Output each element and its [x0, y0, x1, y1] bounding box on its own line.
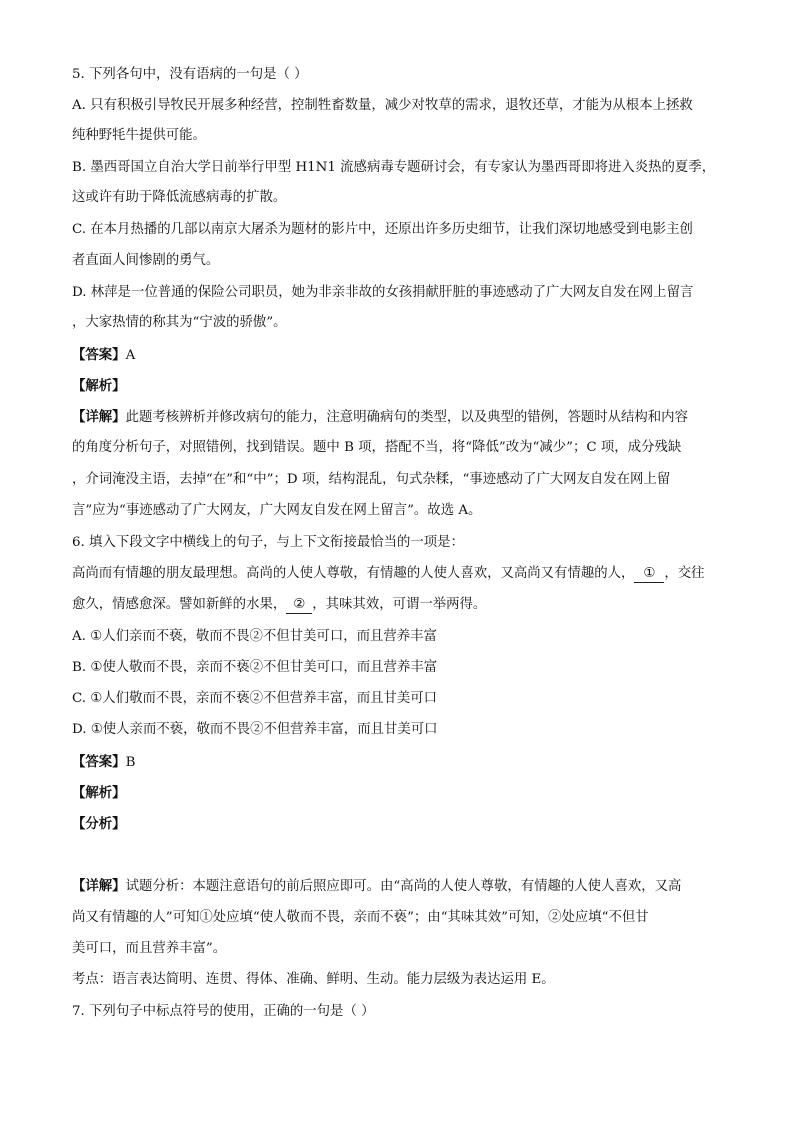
- q5-option-d-line1: D. 林萍是一位普通的保险公司职员，她为非亲非故的女孩捐献肝脏的事迹感动了广大网友自发在网上留言: [72, 285, 694, 300]
- blank-2: ②: [286, 597, 312, 614]
- q6-option-a: A. ①人们亲而不亵，敬而不畏②不但甘美可口，而且营养丰富: [72, 629, 437, 644]
- answer-value: B: [125, 755, 136, 770]
- passage-text: ，其味其效，可谓一举两得。: [312, 597, 487, 612]
- q6-passage-line2: [72, 595, 486, 615]
- q6-passage-line1: [72, 564, 705, 584]
- q6-detail-line2: 尚又有情趣的人”可知①处应填“使人敬而不畏，亲而不亵”；由“其味其效”可知，②处应填“不但甘: [72, 910, 649, 925]
- detail-text: 试题分析：本题注意语句的前后照应即可。由“高尚的人使人尊敬，有情趣的人使人喜欢，又高: [125, 879, 682, 894]
- q5-option-c-line2: 者直面人间惨剧的勇气。: [72, 253, 220, 268]
- passage-text: ，交往: [664, 566, 705, 581]
- passage-text: 愈久，情感愈深。譬如新鲜的水果，: [72, 597, 287, 612]
- q6-option-c: C. ①人们敬而不畏，亲而不亵②不但营养丰富，而且甘美可口: [72, 691, 438, 706]
- q5-detail-line4: 言”应为“事迹感动了广大网友，广大网友自发在网上留言”。故选 A。: [72, 503, 482, 518]
- q5-option-b-line2: 这或许有助于降低流感病毒的扩散。: [72, 190, 287, 205]
- detail-tag: 【详解】: [72, 878, 126, 894]
- q7-stem: 7. 下列句子中标点符号的使用，正确的一句是（ ）: [72, 1004, 375, 1019]
- passage-text: 高尚而有情趣的朋友最理想。高尚的人使人尊敬，有情趣的人使人喜欢，又高尚又有情趣的人，: [72, 566, 635, 581]
- answer-tag: 【答案】: [72, 347, 126, 363]
- q5-option-a-line2: 纯种野牦牛提供可能。: [72, 128, 206, 143]
- detail-tag: 【详解】: [72, 409, 126, 425]
- q5-analysis-tag: 【解析】: [72, 378, 126, 394]
- q5-detail-line2: 的角度分析句子，对照错例，找到错误。题中 B 项，搭配不当，将“降低”改为“减少”；C 项，成分残缺: [72, 440, 682, 455]
- q5-detail-line3: ，介词淹没主语，去掉“在”和“中”；D 项，结构混乱，句式杂糅，“事迹感动了广大网友自发在网上留: [72, 472, 671, 487]
- detail-text: 此题考核辨析并修改病句的能力，注意明确病句的类型，以及典型的错例，答题时从结构和内容: [125, 410, 688, 425]
- q6-stem: 6. 填入下段文字中横线上的句子，与上下文衔接最恰当的一项是：: [72, 535, 464, 550]
- q5-detail-line1: [72, 407, 688, 427]
- q5-answer: [72, 345, 135, 365]
- answer-tag: 【答案】: [72, 754, 126, 770]
- q6-detail-line1: [72, 876, 681, 896]
- q6-option-d: D. ①使人亲而不亵，敬而不畏②不但营养丰富，而且甘美可口: [72, 722, 438, 737]
- q6-detail-line3: 美可口，而且营养丰富”。: [72, 941, 227, 956]
- q6-fenxi-tag: 【分析】: [72, 816, 126, 832]
- blank-1: ①: [634, 566, 664, 583]
- q6-answer: [72, 752, 135, 772]
- q5-option-a-line1: A. 只有积极引导牧民开展多种经营，控制牲畜数量，减少对牧草的需求，退牧还草，才能为从根本上拯救: [72, 98, 693, 113]
- answer-value: A: [125, 348, 136, 363]
- q6-option-b: B. ①使人敬而不畏，亲而不亵②不但甘美可口，而且营养丰富: [72, 660, 438, 675]
- q5-option-c-line1: C. 在本月热播的几部以南京大屠杀为题材的影片中，还原出许多历史细节，让我们深切地感受到电影主创: [72, 222, 693, 237]
- q6-analysis-tag: 【解析】: [72, 785, 126, 801]
- q5-option-d-line2: ，大家热情的称其为“宁波的骄傲”。: [72, 315, 287, 330]
- q6-kaodian: 考点：语言表达简明、连贯、得体、准确、鲜明、生动。能力层级为表达运用 E。: [72, 972, 555, 987]
- q5-stem: 5. 下列各句中，没有语病的一句是（ ）: [72, 67, 308, 82]
- q5-option-b-line1: B. 墨西哥国立自治大学日前举行甲型 H1N1 流感病毒专题研讨会，有专家认为墨西哥即将进入炎热的夏季，: [72, 160, 716, 175]
